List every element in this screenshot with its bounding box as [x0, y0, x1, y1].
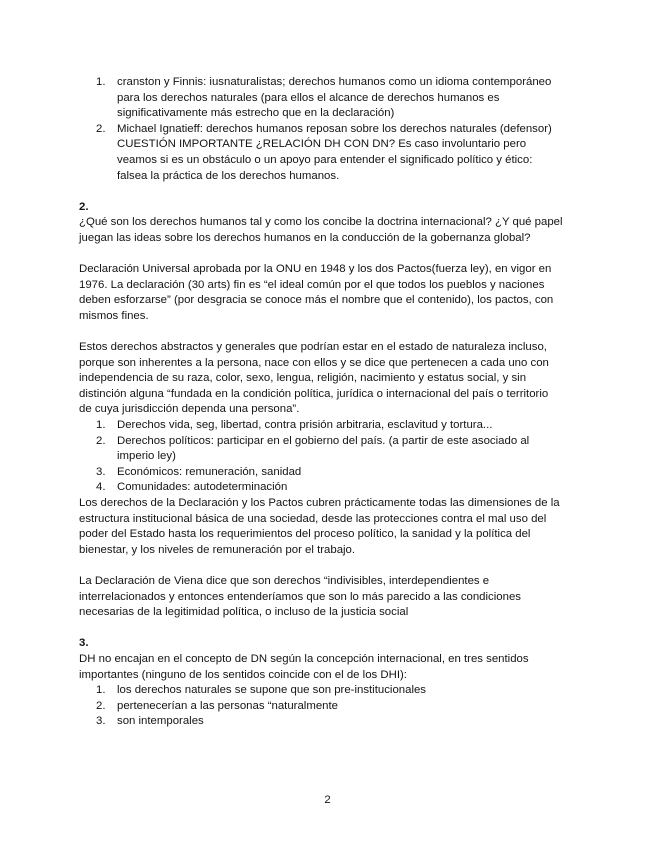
list-number: 2.	[96, 122, 106, 135]
text-line: Derechos vida, seg, libertad, contra prisión arbitraria, esclavitud y tortura...	[117, 419, 493, 432]
paragraph	[79, 340, 579, 418]
text-line: CUESTIÓN IMPORTANTE ¿RELACIÓN DH CON DN? Es caso involuntario pero	[117, 138, 527, 151]
text-line: importantes (ninguno de los sentidos coincide con el de los DHI):	[79, 668, 407, 681]
text-line: Declaración Universal aprobada por la ONU en 1948 y los dos Pactos(fuerza ley), en vigor en	[79, 263, 552, 276]
text-line: veamos si es un obstáculo o un apoyo para entender el significado político y ético:	[117, 153, 533, 166]
text-line: interrelacionados y entonces entenderíamos que son lo más parecido a las condiciones	[79, 590, 521, 603]
page-content	[79, 75, 579, 730]
paragraph	[79, 496, 579, 558]
text-line: Derechos políticos: participar en el gobierno del país. (a partir de este asociado al	[117, 434, 530, 447]
paragraph	[79, 652, 579, 683]
list-number: 3.	[96, 715, 106, 728]
text-line: Económicos: remuneración, sanidad	[117, 465, 302, 478]
text-line: distinción alguna “fundada en la condición política, jurídica o internacional del país o territorio	[79, 387, 549, 400]
text-line: pertenecerían a las personas “naturalmente	[117, 699, 338, 712]
text-line: Estos derechos abstractos y generales que podrían estar en el estado de naturaleza incluso,	[79, 341, 547, 354]
section-heading-3: 3.	[79, 637, 89, 650]
text-line: de cuya jurisdicción dependa una persona”.	[79, 403, 300, 416]
list-item	[79, 434, 579, 465]
list-item	[79, 418, 579, 434]
text-line: poder del Estado hasta los requerimientos del proceso político, la sanidad y la política del	[79, 528, 531, 541]
list-number: 1.	[96, 419, 106, 432]
text-line: deben esforzarse” (por desgracia se conoce más el nombre que el contenido), los pactos, con	[79, 294, 554, 307]
rights-list	[79, 418, 579, 496]
paragraph	[79, 262, 579, 324]
text-line: estructura institucional básica de una sociedad, desde las protecciones contra el mal uso del	[79, 512, 547, 525]
text-line: bienestar, y los niveles de remuneración por el trabajo.	[79, 543, 356, 556]
text-line: necesarias de la legitimidad política, o incluso de la justicia social	[79, 606, 409, 619]
text-line: para los derechos naturales (para ellos el alcance de derechos humanos es	[117, 91, 500, 104]
list-top	[79, 75, 579, 184]
list-number: 1.	[96, 684, 106, 697]
text-line: Michael Ignatieff: derechos humanos reposan sobre los derechos naturales (defensor)	[117, 122, 552, 135]
text-line: imperio ley)	[117, 450, 176, 463]
list-number: 2.	[96, 699, 106, 712]
senses-list	[79, 683, 579, 730]
text-line: DH no encajan en el concepto de DN según la concepción internacional, en tres sentidos	[79, 652, 529, 665]
text-line: porque son inherentes a la persona, nace con ellos y se dice que pertenecen a cada uno con	[79, 356, 549, 369]
list-number: 1.	[96, 76, 106, 88]
text-line: Comunidades: autodeterminación	[117, 481, 288, 494]
list-item	[79, 75, 579, 122]
text-line: Los derechos de la Declaración y los Pactos cubren prácticamente todas las dimensiones de la	[79, 497, 560, 510]
text-line: 1976. La declaración (30 arts) fin es “el ideal común por el que todos los pueblos y naciones	[79, 278, 545, 291]
question-paragraph	[79, 215, 579, 246]
text-line: cranston y Finnis: iusnaturalistas; derechos humanos como un idioma contemporáneo	[117, 76, 552, 88]
list-item	[79, 122, 579, 184]
text-line: juegan las ideas sobre los derechos humanos en la conducción de la gobernanza global?	[79, 231, 531, 244]
text-line: La Declaración de Viena dice que son derechos “indivisibles, interdependientes e	[79, 575, 490, 587]
paragraph	[79, 574, 579, 621]
text-line: independencia de su raza, color, sexo, lengua, religión, nacimiento y estatus social, y sin	[79, 372, 527, 385]
page-number: 2	[324, 794, 331, 806]
text-line: falsea la práctica de los derechos humanos.	[117, 169, 340, 182]
list-item	[79, 480, 579, 496]
text-line: son intemporales	[117, 715, 204, 728]
list-item	[79, 699, 579, 715]
section-heading-2: 2.	[79, 200, 89, 213]
list-item	[79, 714, 579, 730]
list-item	[79, 683, 579, 699]
text-line: los derechos naturales se supone que son pre-institucionales	[117, 684, 427, 697]
text-line: mismos fines.	[79, 309, 149, 322]
text-line: ¿Qué son los derechos humanos tal y como los concibe la doctrina internacional? ¿Y qué papel	[79, 216, 563, 229]
text-line: significativamente más estrecho que en la declaración)	[117, 107, 395, 120]
list-number: 4.	[96, 481, 106, 494]
list-number: 2.	[96, 434, 106, 447]
list-item	[79, 465, 579, 481]
list-number: 3.	[96, 465, 106, 478]
